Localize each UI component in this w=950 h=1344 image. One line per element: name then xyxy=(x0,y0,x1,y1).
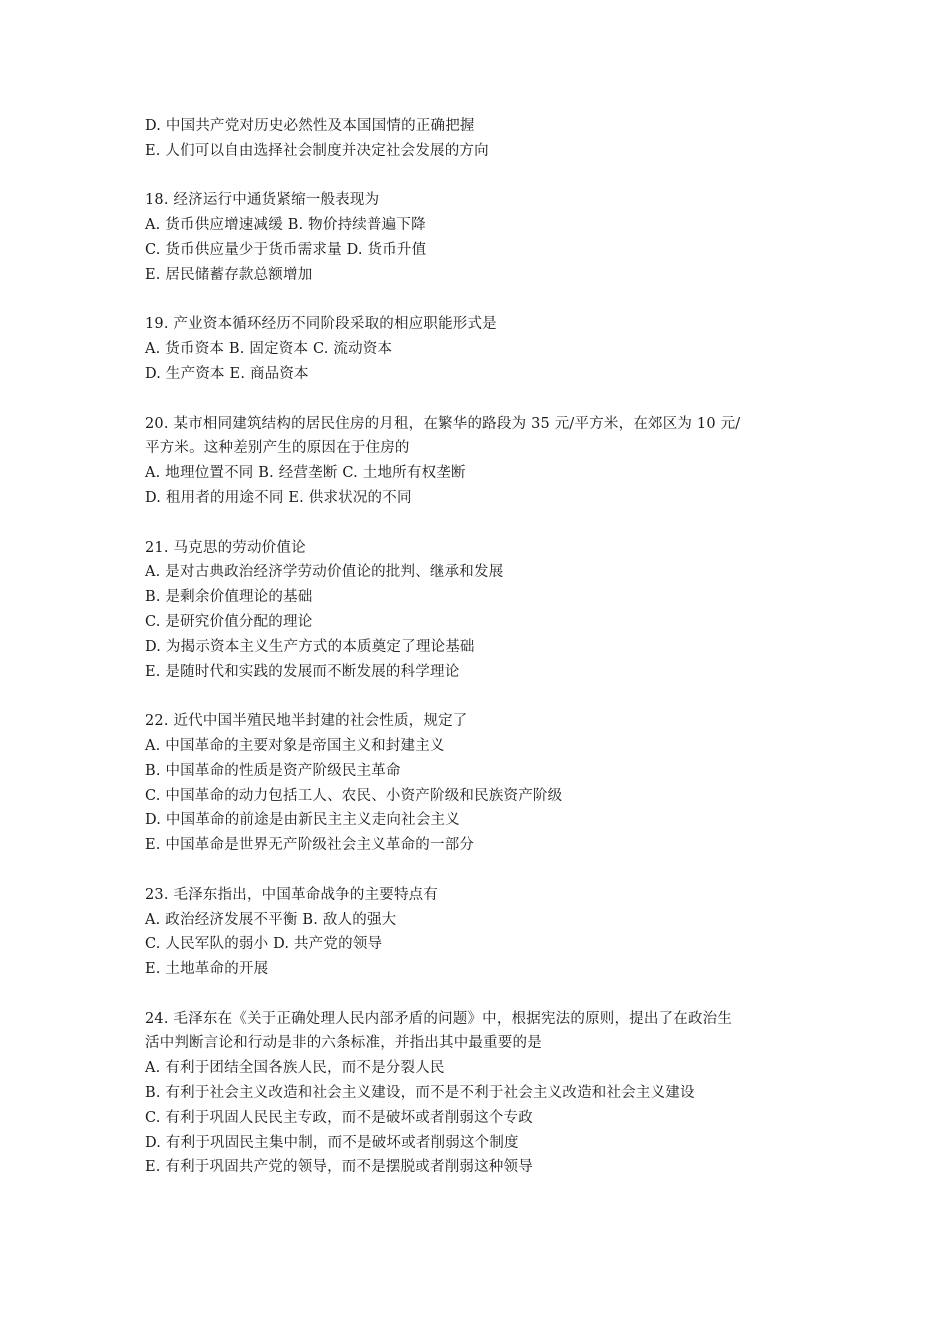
question-stem: 23. 毛泽东指出，中国革命战争的主要特点有 xyxy=(145,886,439,903)
options-a-b-c: A. 地理位置不同 B. 经营垄断 C. 土地所有权垄断 xyxy=(145,465,466,482)
option-d: D. 为揭示资本主义生产方式的本质奠定了理论基础 xyxy=(145,638,475,655)
question-21 xyxy=(145,536,825,685)
options-a-b: A. 货币供应增速减缓 B. 物价持续普遍下降 xyxy=(145,217,426,234)
option-e: E. 中国革命是世界无产阶级社会主义革命的一部分 xyxy=(145,837,475,854)
options-c-d: C. 人民军队的弱小 D. 共产党的领导 xyxy=(145,936,383,953)
options-d-e: D. 生产资本 E. 商品资本 xyxy=(145,365,309,382)
question-stem-continued: 平方米。这种差别产生的原因在于住房的 xyxy=(145,440,410,457)
question-stem: 24. 毛泽东在《关于正确处理人民内部矛盾的问题》中，根据宪法的原则，提出了在政治生 xyxy=(145,1010,733,1027)
question-19 xyxy=(145,312,825,386)
option-d: D. 有利于巩固民主集中制，而不是破坏或者削弱这个制度 xyxy=(145,1134,519,1151)
question-20 xyxy=(145,412,825,511)
option-c: C. 有利于巩固人民民主专政，而不是破坏或者削弱这个专政 xyxy=(145,1109,533,1126)
question-18 xyxy=(145,188,825,287)
question-stem: 21. 马克思的劳动价值论 xyxy=(145,539,306,556)
option-b: B. 有利于社会主义改造和社会主义建设，而不是不利于社会主义改造和社会主义建设 xyxy=(145,1085,695,1102)
question-stem: 18. 经济运行中通货紧缩一般表现为 xyxy=(145,192,380,209)
option-e: E. 土地革命的开展 xyxy=(145,961,269,978)
option-c: C. 中国革命的动力包括工人、农民、小资产阶级和民族资产阶级 xyxy=(145,787,563,804)
option-d: D. 中国共产党对历史必然性及本国国情的正确把握 xyxy=(145,118,475,134)
options-d-e: D. 租用者的用途不同 E. 供求状况的不同 xyxy=(145,489,412,506)
option-a: A. 是对古典政治经济学劳动价值论的批判、继承和发展 xyxy=(145,564,504,581)
options-a-b-c: A. 货币资本 B. 固定资本 C. 流动资本 xyxy=(145,341,393,358)
question-stem: 20. 某市相同建筑结构的居民住房的月租，在繁华的路段为 35 元/平方米，在郊区为 10 元/ xyxy=(145,415,741,432)
option-e: E. 居民储蓄存款总额增加 xyxy=(145,266,313,283)
option-a: A. 中国革命的主要对象是帝国主义和封建主义 xyxy=(145,737,445,754)
option-a: A. 有利于团结全国各族人民，而不是分裂人民 xyxy=(145,1060,445,1077)
options-a-b: A. 政治经济发展不平衡 B. 敌人的强大 xyxy=(145,911,397,928)
question-stem: 19. 产业资本循环经历不同阶段采取的相应职能形式是 xyxy=(145,316,497,333)
options-c-d: C. 货币供应量少于货币需求量 D. 货币升值 xyxy=(145,241,427,258)
question-stem: 22. 近代中国半殖民地半封建的社会性质，规定了 xyxy=(145,713,468,730)
document-page xyxy=(145,114,825,1180)
question-22 xyxy=(145,709,825,858)
option-e: E. 有利于巩固共产党的领导，而不是摆脱或者削弱这种领导 xyxy=(145,1159,533,1176)
question-24 xyxy=(145,1007,825,1181)
question-stem-continued: 活中判断言论和行动是非的六条标准，并指出其中最重要的是 xyxy=(145,1035,542,1052)
option-b: B. 是剩余价值理论的基础 xyxy=(145,589,313,606)
question-17-continuation xyxy=(145,114,825,164)
option-b: B. 中国革命的性质是资产阶级民主革命 xyxy=(145,762,401,779)
option-e: E. 人们可以自由选择社会制度并决定社会发展的方向 xyxy=(145,142,489,159)
question-23 xyxy=(145,883,825,982)
option-e: E. 是随时代和实践的发展而不断发展的科学理论 xyxy=(145,663,460,680)
option-d: D. 中国革命的前途是由新民主主义走向社会主义 xyxy=(145,812,460,829)
option-c: C. 是研究价值分配的理论 xyxy=(145,613,313,630)
